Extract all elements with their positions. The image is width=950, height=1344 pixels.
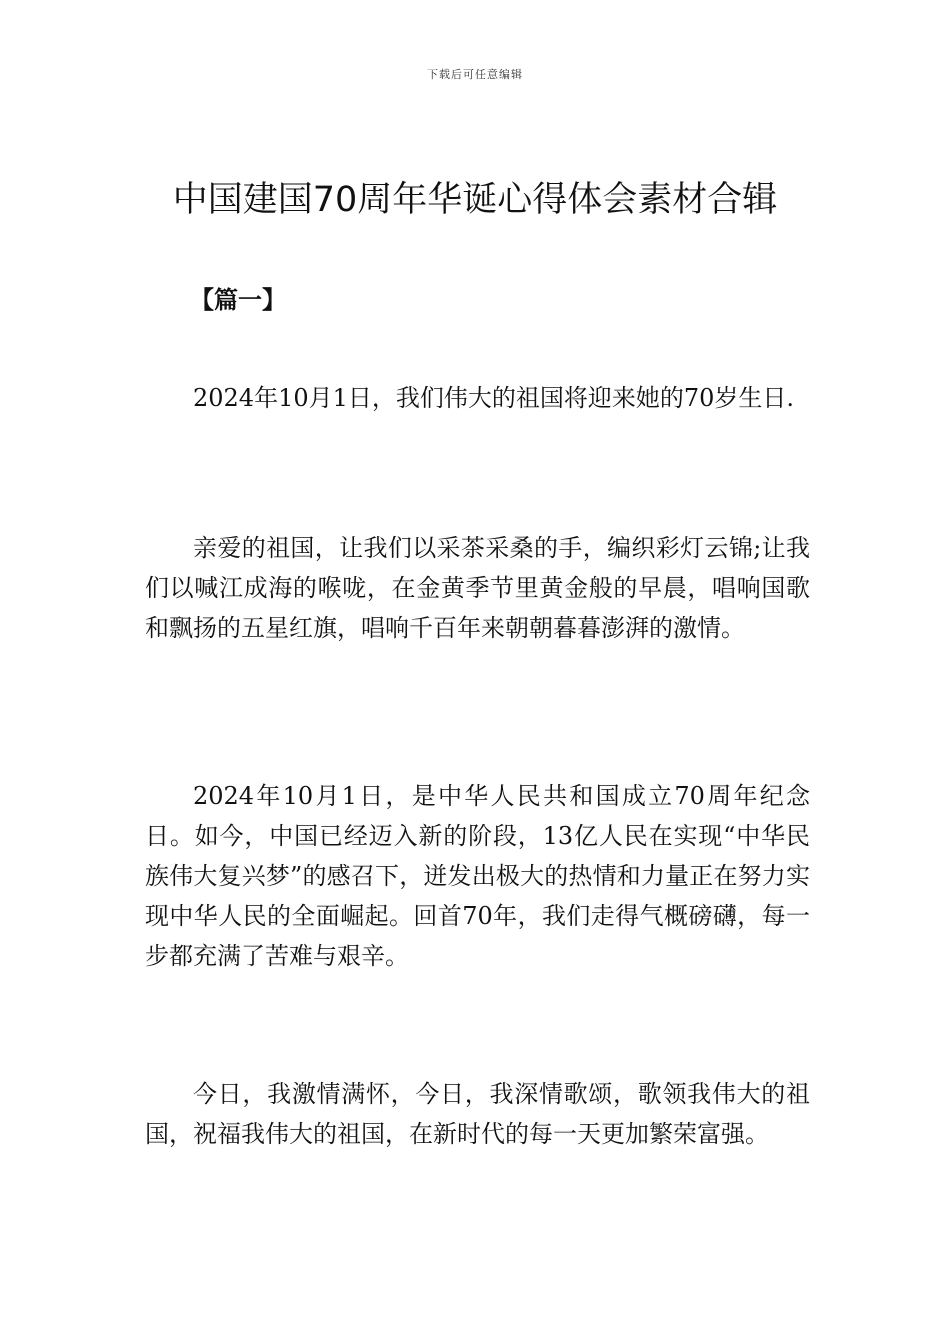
- paragraph-1: 2024年10月1日，我们伟大的祖国将迎来她的70岁生日.: [193, 384, 795, 412]
- paragraph-2: 亲爱的祖国，让我们以采茶采桑的手，编织彩灯云锦;让我们以喊江成海的喉咙，在金黄季节里黄金般的早晨，唱响国歌和飘扬的五星红旗，唱响千百年来朝朝暮暮澎湃的激情。: [145, 534, 810, 642]
- document-title: 中国建国70周年华诞心得体会素材合辑: [172, 180, 778, 220]
- section-label: 【篇一】: [190, 286, 286, 314]
- paragraph-4: 今日，我激情满怀，今日，我深情歌颂，歌领我伟大的祖国，祝福我伟大的祖国，在新时代的每一天更加繁荣富强。: [145, 1080, 810, 1148]
- paragraph-3: 2024年10月1日，是中华人民共和国成立70周年纪念日。如今，中国已经迈入新的阶段，13亿人民在实现“中华民族伟大复兴梦”的感召下，迸发出极大的热情和力量正在努力实现中华人民的全面崛起。回首70年，我们走得气概磅礴，每一步都充满了苦难与艰辛。: [145, 782, 810, 970]
- header-note: 下载后可任意编辑: [427, 68, 523, 81]
